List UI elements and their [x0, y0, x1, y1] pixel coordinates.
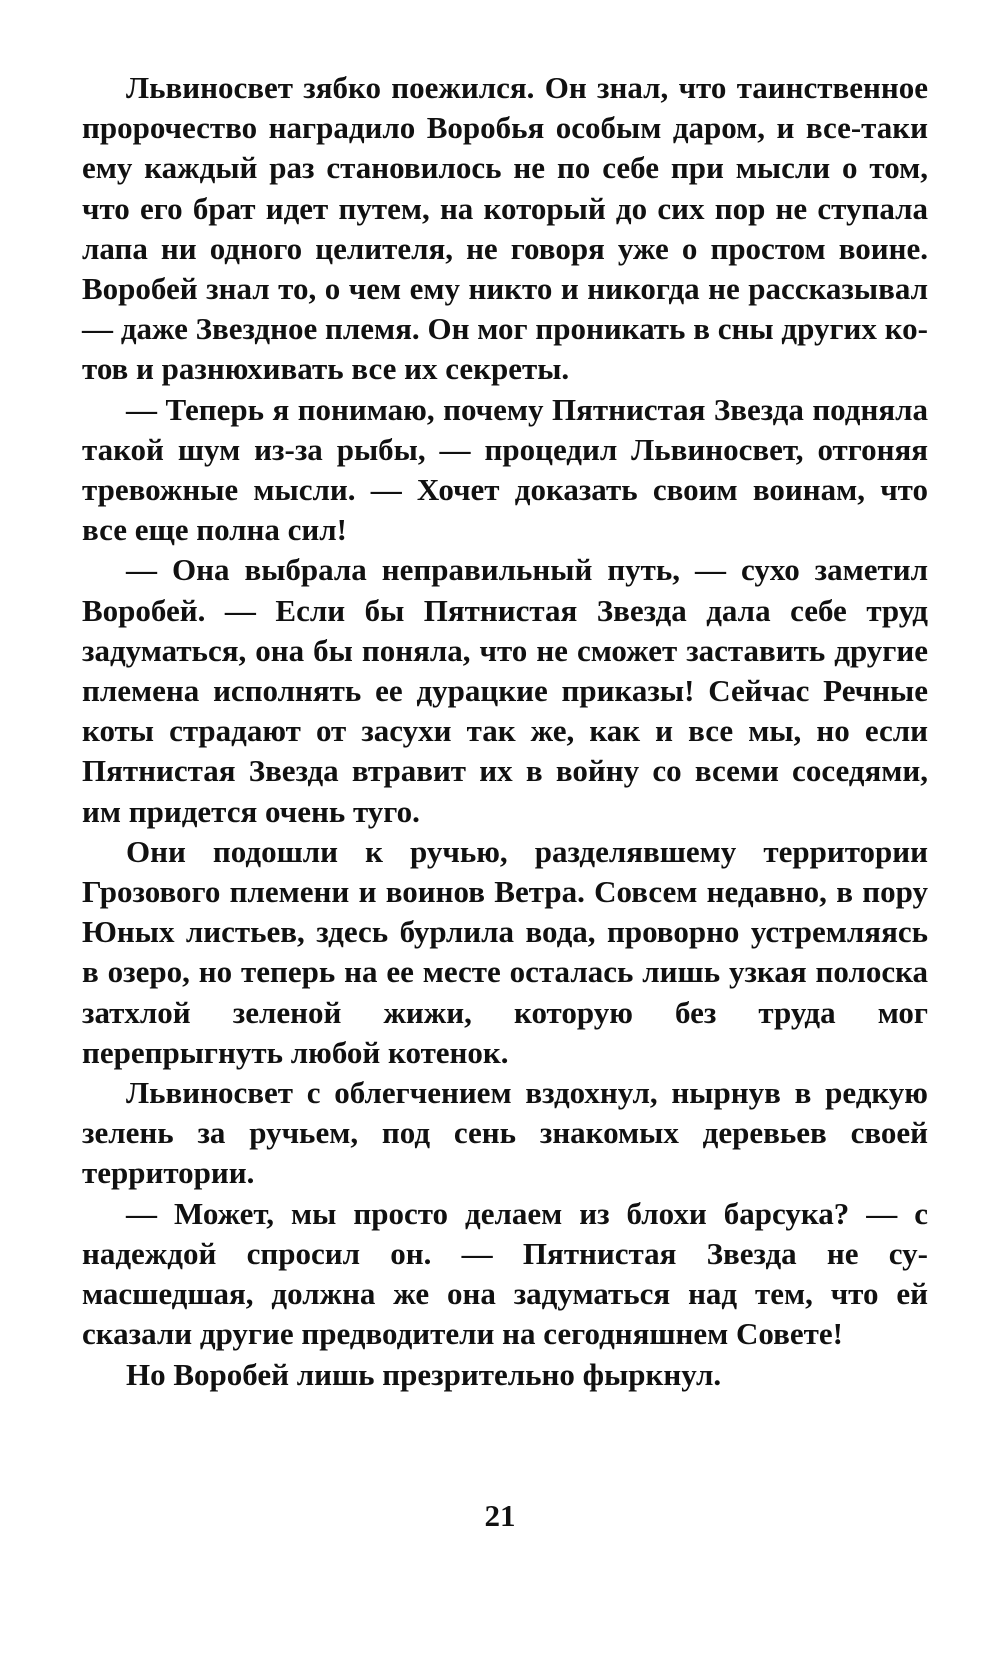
paragraph: — Она выбрала неправильный путь, — сухо заметил Воробей. — Если бы Пятнистая Звезда дала себе труд задуматься, она бы поняла, что не сможет заставить другие племена исполнять ее дурацкие приказы! Сейчас Речные коты страдают от засухи так же, как и все мы, но если Пятнистая Звезда втравит их в войну со всеми соседями, им придется очень туго.	[82, 552, 928, 829]
paragraph: Но Воробей лишь презрительно фыркнул.	[126, 1356, 722, 1392]
paragraph: — Теперь я понимаю, почему Пятнистая Звезда подняла такой шум из-за рыбы, — процедил Львиносвет, отгоняя тревожные мысли. — Хочет доказать своим воинам, что все еще полна сил!	[82, 391, 928, 548]
paragraph: — Может, мы просто делаем из блохи барсука? — с надеждой спросил он. — Пятнистая Звезда не сумасшедшая, должна же она задуматься над тем, что ей сказали другие предводители на сегодняшнем Совете!	[82, 1195, 928, 1352]
page-number: 21	[484, 1498, 516, 1533]
paragraph: Они подошли к ручью, разделявшему территории Грозового племени и воинов Ветра. Совсем недавно, в пору Юных листьев, здесь бурлила вода, проворно устремляясь в озеро, но теперь на ее месте осталась лишь узкая полоска затхлой зеленой жижи, которую без труда мог перепрыгнуть любой котенок.	[82, 833, 928, 1070]
book-page-text	[82, 68, 928, 1395]
paragraph: Львиносвет с облегчением вздохнул, нырнув в редкую зелень за ручьем, под сень знакомых деревьев своей территории.	[82, 1075, 928, 1191]
paragraph: Львиносвет зябко поежился. Он знал, что таинственное пророчество наградило Воробья особым даром, и все-таки ему каждый раз становилось не по себе при мысли о том, что его брат идет путем, на который до сих пор не ступала лапа ни одного целителя, не говоря уже о простом воине. Воробей знал то, о чем ему никто и никогда не рассказывал — даже Звездное племя. Он мог проникать в сны других котов и разнюхивать все их секреты.	[82, 70, 928, 387]
